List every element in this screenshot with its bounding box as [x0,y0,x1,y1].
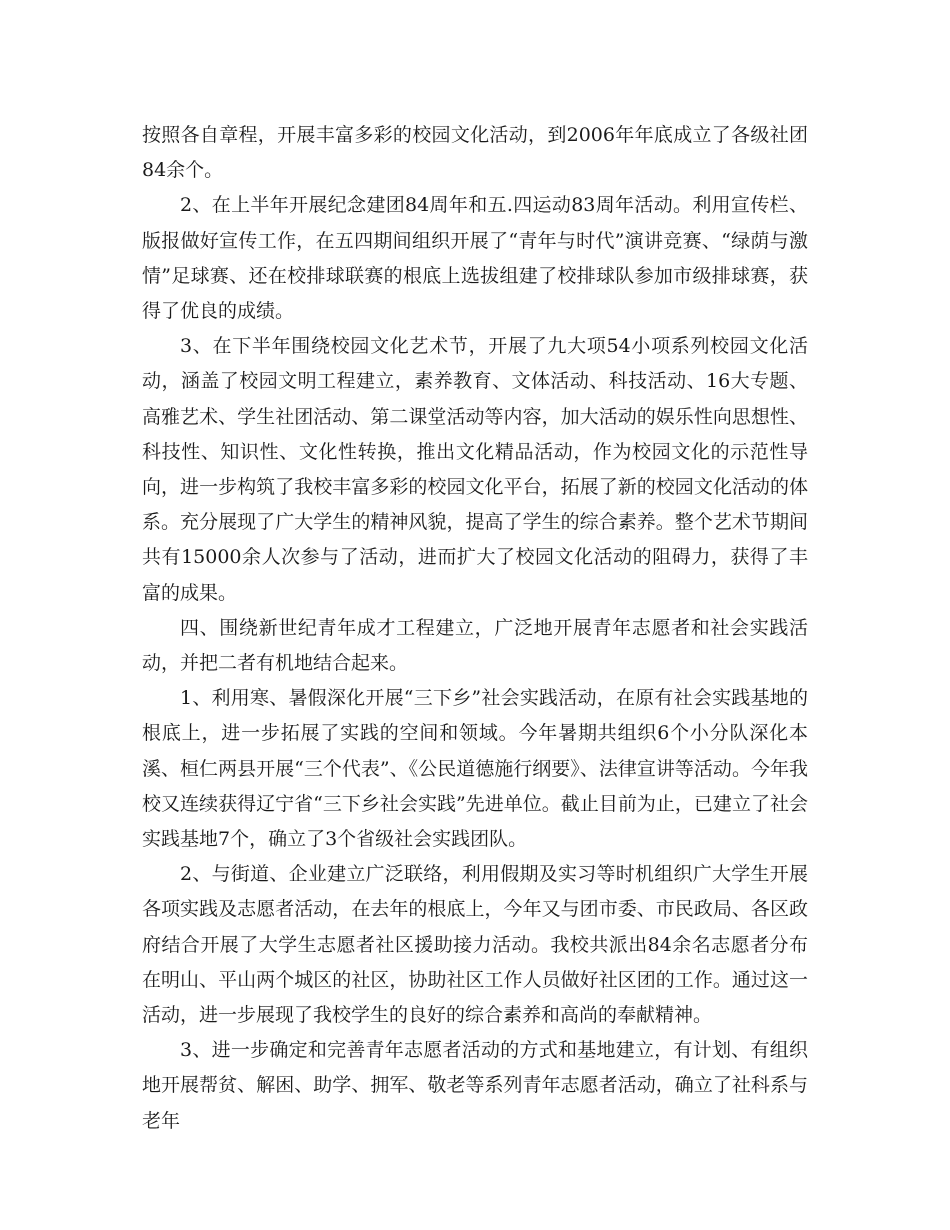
paragraph-item-1-social-practice: 1、利用寒、暑假深化开展“三下乡”社会实践活动，在原有社会实践基地的根底上，进一步拓展了实践的空间和领域。今年暑期共组织6个小分队深化本溪、桓仁两县开展“三个代表”、《公民道德施行纲要》、法律宣讲等活动。今年我校又连续获得辽宁省“三下乡社会实践”先进单位。截止目前为止，已建立了社会实践基地7个，确立了3个省级社会实践团队。 [142,687,808,851]
paragraph-item-2-volunteers: 2、与街道、企业建立广泛联络，利用假期及实习等时机组织广大学生开展各项实践及志愿者活动，在去年的根底上，今年又与团市委、市民政局、各区政府结合开展了大学生志愿者社区援助接力活动。我校共派出84余名志愿者分布在明山、平山两个城区的社区，协助社区工作人员做好社区团的工作。通过这一活动，进一步展现了我校学生的良好的综合素养和高尚的奉献精神。 [142,863,808,1027]
paragraph-item-3-volunteer-bases: 3、进一步确定和完善青年志愿者活动的方式和基地建立，有计划、有组织地开展帮贫、解困、助学、拥军、敬老等系列青年志愿者活动，确立了社科系与老年 [142,1039,808,1132]
paragraph-continuation: 按照各自章程，开展丰富多彩的校园文化活动，到2006年年底成立了各级社团84余个。 [142,124,808,182]
paragraph-item-3-second-half: 3、在下半年围绕校园文化艺术节，开展了九大项54小项系列校园文化活动，涵盖了校园文明工程建立，素养教育、文体活动、科技活动、16大专题、高雅艺术、学生社团活动、第二课堂活动等内容，加大活动的娱乐性向思想性、科技性、知识性、文化性转换，推出文化精品活动，作为校园文化的示范性导向，进一步构筑了我校丰富多彩的校园文化平台，拓展了新的校园文化活动的体系。充分展现了广大学生的精神风貌，提高了学生的综合素养。整个艺术节期间共有15000余人次参与了活动，进而扩大了校园文化活动的阻碍力，获得了丰富的成果。 [142,335,808,604]
paragraph-item-2-first-half: 2、在上半年开展纪念建团84周年和五.四运动83周年活动。利用宣传栏、版报做好宣传工作，在五四期间组织开展了“青年与时代”演讲竞赛、“绿荫与激情”足球赛、还在校排球联赛的根底上选拔组建了校排球队参加市级排球赛，获得了优良的成绩。 [142,194,808,323]
document-body [142,118,808,1139]
paragraph-section-four-heading: 四、围绕新世纪青年成才工程建立，广泛地开展青年志愿者和社会实践活动，并把二者有机地结合起来。 [142,616,808,675]
